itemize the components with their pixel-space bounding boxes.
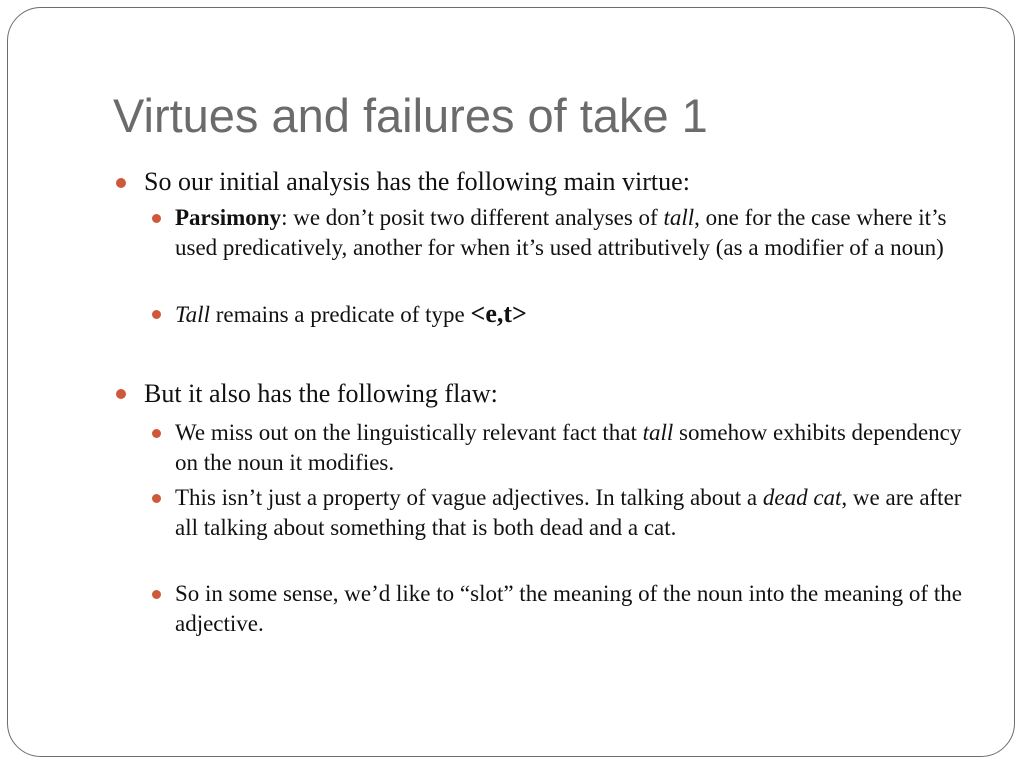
vague-text-a: This isn’t just a property of vague adjectives. In talking about a	[175, 485, 763, 510]
slot-item: So in some sense, we’d like to “slot” the meaning of the noun into the meaning of the adjective.	[175, 581, 962, 636]
bullet-dot-icon	[152, 214, 161, 223]
virtue-heading: So our initial analysis has the following main virtue:	[144, 167, 690, 196]
vague-dead-cat: dead cat	[762, 485, 842, 510]
miss-out-item	[175, 418, 965, 478]
miss-out-text-b: somehow exhibits dependency on the noun it modifies.	[175, 420, 962, 475]
tall-type-text: remains a predicate of type	[209, 302, 471, 327]
tall-type-tall: Tall	[175, 302, 210, 327]
miss-out-tall: tall	[642, 420, 674, 445]
bullet-dot-icon	[116, 389, 126, 399]
miss-out-text-a: We miss out on the linguistically relevant fact that	[175, 420, 643, 445]
bullet-dot-icon	[116, 178, 126, 188]
bullet-dot-icon	[152, 494, 161, 503]
parsimony-tall: tall	[663, 205, 695, 230]
bullet-dot-icon	[152, 590, 161, 599]
vague-item	[175, 483, 965, 543]
tall-type-item	[175, 299, 965, 330]
parsimony-text-a: : we don’t posit two different analyses of	[281, 205, 664, 230]
parsimony-item	[175, 203, 965, 263]
vague-text-b: , we are after all talking about something that is both dead and a cat.	[175, 485, 962, 540]
parsimony-text-b: , one for the case where it’s used predicatively, another for when it’s used attributively (as a modifier of a noun)	[175, 205, 947, 260]
bullet-dot-icon	[152, 429, 161, 438]
flaw-heading: But it also has the following flaw:	[144, 379, 498, 408]
parsimony-label: Parsimony	[175, 205, 282, 230]
type-et: <e,t>	[470, 299, 527, 328]
slide-title: Virtues and failures of take 1	[113, 89, 708, 142]
bullet-dot-icon	[152, 310, 161, 319]
